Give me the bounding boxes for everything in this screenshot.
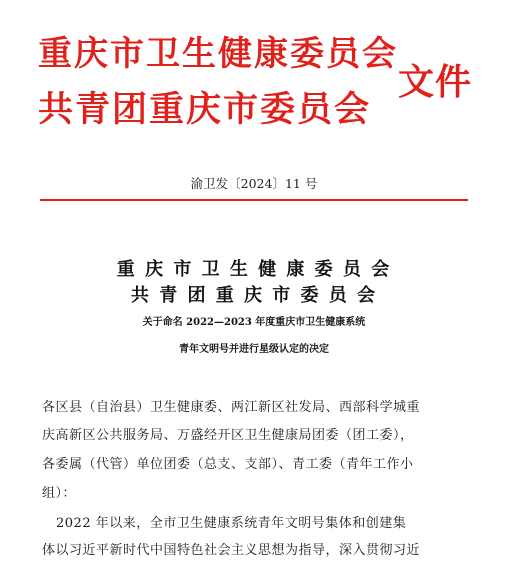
title-line2: 共 青 团 重 庆 市 委 员 会	[130, 285, 378, 306]
recipients-line2: 庆高新区公共服务局、万盛经开区卫生健康局团委（团工委），	[42, 428, 414, 443]
header-issuer-line2: 共青团重庆市委员会	[38, 89, 372, 130]
header-document-label: 文件	[398, 61, 473, 103]
recipients-line1: 各区县（自治县）卫生健康委、两江新区社发局、西部科学城重	[42, 400, 421, 415]
paragraph1-line1: 2022 年以来，全市卫生健康系统青年文明号集体和创建集	[56, 516, 407, 531]
paragraph1-line2: 体以习近平新时代中国特色社会主义思想为指导，深入贯彻习近	[42, 543, 421, 558]
red-divider-line	[40, 199, 468, 201]
document-number: 渝卫发〔2024〕11 号	[190, 176, 318, 191]
recipients-line3: 各委属（代管）单位团委（总支、支部）、青工委（青年工作小	[42, 457, 414, 472]
title-line3: 关于命名 2022—2023 年度重庆市卫生健康系统	[142, 317, 366, 328]
title-line1: 重 庆 市 卫 生 健 康 委 员 会	[116, 259, 392, 280]
title-line4: 青年文明号并进行星级认定的决定	[179, 344, 329, 355]
recipients-line4: 组）：	[42, 486, 77, 501]
header-issuer-line1: 重庆市卫生健康委员会	[38, 34, 398, 74]
